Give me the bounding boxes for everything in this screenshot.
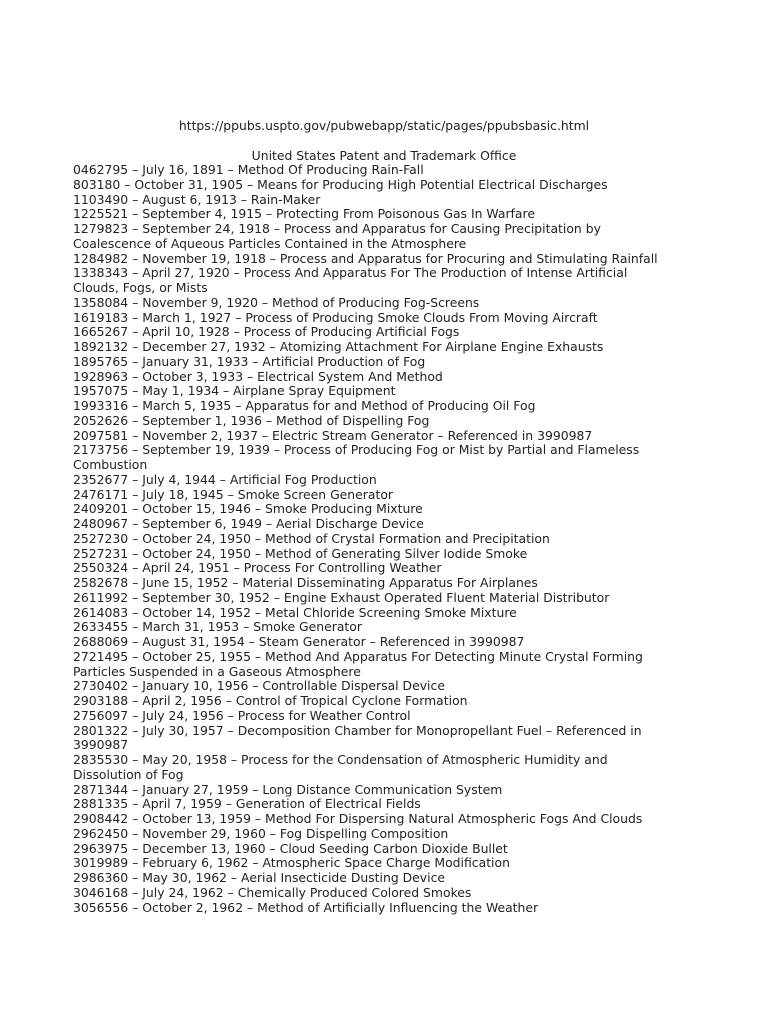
patent-entry: 2476171 – July 18, 1945 – Smoke Screen Generator (73, 486, 393, 502)
patent-entry: 2550324 – April 24, 1951 – Process For Controlling Weather (73, 560, 442, 576)
patent-entry: 2721495 – October 25, 1955 – Method And Apparatus For Detecting Minute Crystal Forming Particles Suspended in a Gaseous Atmosphere (73, 648, 643, 679)
patent-entry: 2409201 – October 15, 1946 – Smoke Producing Mixture (73, 501, 423, 517)
patent-entry: 803180 – October 31, 1905 – Means for Producing High Potential Electrical Discharges (73, 176, 608, 192)
patent-entry: 1358084 – November 9, 1920 – Method of Producing Fog-Screens (73, 294, 480, 310)
patent-entry: 2173756 – September 19, 1939 – Process of Producing Fog or Mist by Partial and Flameless Combustion (73, 442, 640, 472)
patent-entry: 2352677 – July 4, 1944 – Artificial Fog Production (73, 471, 377, 487)
patent-entry: 1993316 – March 5, 1935 – Apparatus for and Method of Producing Oil Fog (73, 398, 536, 413)
patent-entry: 1225521 – September 4, 1915 – Protecting From Poisonous Gas In Warfare (73, 206, 535, 222)
patent-entry: 1892132 – December 27, 1932 – Atomizing Attachment For Airplane Engine Exhausts (73, 339, 604, 354)
patent-entry: 2986360 – May 30, 1962 – Aerial Insecticide Dusting Device (73, 870, 446, 885)
patent-entry: 2633455 – March 31, 1953 – Smoke Generator (73, 619, 362, 635)
patent-entry: 2052626 – September 1, 1936 – Method of Dispelling Fog (73, 412, 430, 428)
patent-entry: 2908442 – October 13, 1959 – Method For Dispersing Natural Atmospheric Fogs And Clouds (73, 811, 643, 826)
patent-entry: 1665267 – April 10, 1928 – Process of Producing Artificial Fogs (73, 324, 460, 340)
patent-entry: 2097581 – November 2, 1937 – Electric Stream Generator – Referenced in 3990987 (73, 427, 593, 443)
patent-entry: 1279823 – September 24, 1918 – Process and Apparatus for Causing Precipitation by Coalescence of Aqueous Particles Contained in the Atmosphere (73, 221, 601, 251)
patent-entry: 2801322 – July 30, 1957 – Decomposition Chamber for Monopropellant Fuel – Referenced in 3990987 (73, 722, 642, 753)
source-url: https://ppubs.uspto.gov/pubwebapp/static/pages/ppubsbasic.html (178, 118, 590, 133)
patent-entry: 2527230 – October 24, 1950 – Method of Crystal Formation and Precipitation (73, 530, 550, 546)
organization-heading: United States Patent and Trademark Office (251, 148, 517, 163)
patent-entry: 2881335 – April 7, 1959 – Generation of Electrical Fields (73, 796, 421, 812)
patent-entry: 2835530 – May 20, 1958 – Process for the Condensation of Atmospheric Humidity and Dissolution of Fog (73, 752, 608, 782)
patent-entry: 2582678 – June 15, 1952 – Material Disseminating Apparatus For Airplanes (73, 575, 538, 590)
patent-entry: 1619183 – March 1, 1927 – Process of Producing Smoke Clouds From Moving Aircraft (73, 309, 598, 325)
patent-entry: 3056556 – October 2, 1962 – Method of Artificially Influencing the Weather (73, 899, 539, 915)
patent-entry: 1284982 – November 19, 1918 – Process and Apparatus for Procuring and Stimulating Rainfall (73, 250, 658, 266)
patent-entry: 1928963 – October 3, 1933 – Electrical System And Method (73, 368, 443, 384)
patent-entry: 1103490 – August 6, 1913 – Rain-Maker (73, 191, 321, 207)
patent-entry: 2756097 – July 24, 1956 – Process for Weather Control (73, 707, 411, 723)
patent-entry: 3046168 – July 24, 1962 – Chemically Produced Colored Smokes (73, 884, 472, 900)
patent-entry: 2480967 – September 6, 1949 – Aerial Discharge Device (73, 516, 424, 531)
patent-entry: 2614083 – October 14, 1952 – Metal Chloride Screening Smoke Mixture (73, 604, 517, 620)
patent-entry: 0462795 – July 16, 1891 – Method Of Producing Rain-Fall (73, 162, 424, 177)
patent-entry: 2963975 – December 13, 1960 – Cloud Seeding Carbon Dioxide Bullet (73, 840, 508, 856)
patent-entry: 1957075 – May 1, 1934 – Airplane Spray Equipment (73, 383, 396, 399)
patent-entry: 1338343 – April 27, 1920 – Process And Apparatus For The Production of Intense Artificial Clouds, Fogs, or Mists (73, 265, 628, 295)
patent-entry: 3019989 – February 6, 1962 – Atmospheric Space Charge Modification (73, 855, 510, 871)
patent-entry: 2903188 – April 2, 1956 – Control of Tropical Cyclone Formation (73, 693, 468, 708)
patent-entry: 1895765 – January 31, 1933 – Artificial Production of Fog (73, 353, 426, 369)
patent-entry: 2730402 – January 10, 1956 – Controllable Dispersal Device (73, 678, 445, 694)
patent-entry: 2871344 – January 27, 1959 – Long Distance Communication System (73, 781, 503, 797)
patent-list (73, 163, 703, 915)
patent-entry: 2527231 – October 24, 1950 – Method of Generating Silver Iodide Smoke (73, 545, 528, 561)
patent-entry: 2611992 – September 30, 1952 – Engine Exhaust Operated Fluent Material Distributor (73, 589, 610, 605)
patent-entry: 2962450 – November 29, 1960 – Fog Dispelling Composition (73, 825, 449, 841)
patent-entry: 2688069 – August 31, 1954 – Steam Generator – Referenced in 3990987 (73, 634, 525, 649)
